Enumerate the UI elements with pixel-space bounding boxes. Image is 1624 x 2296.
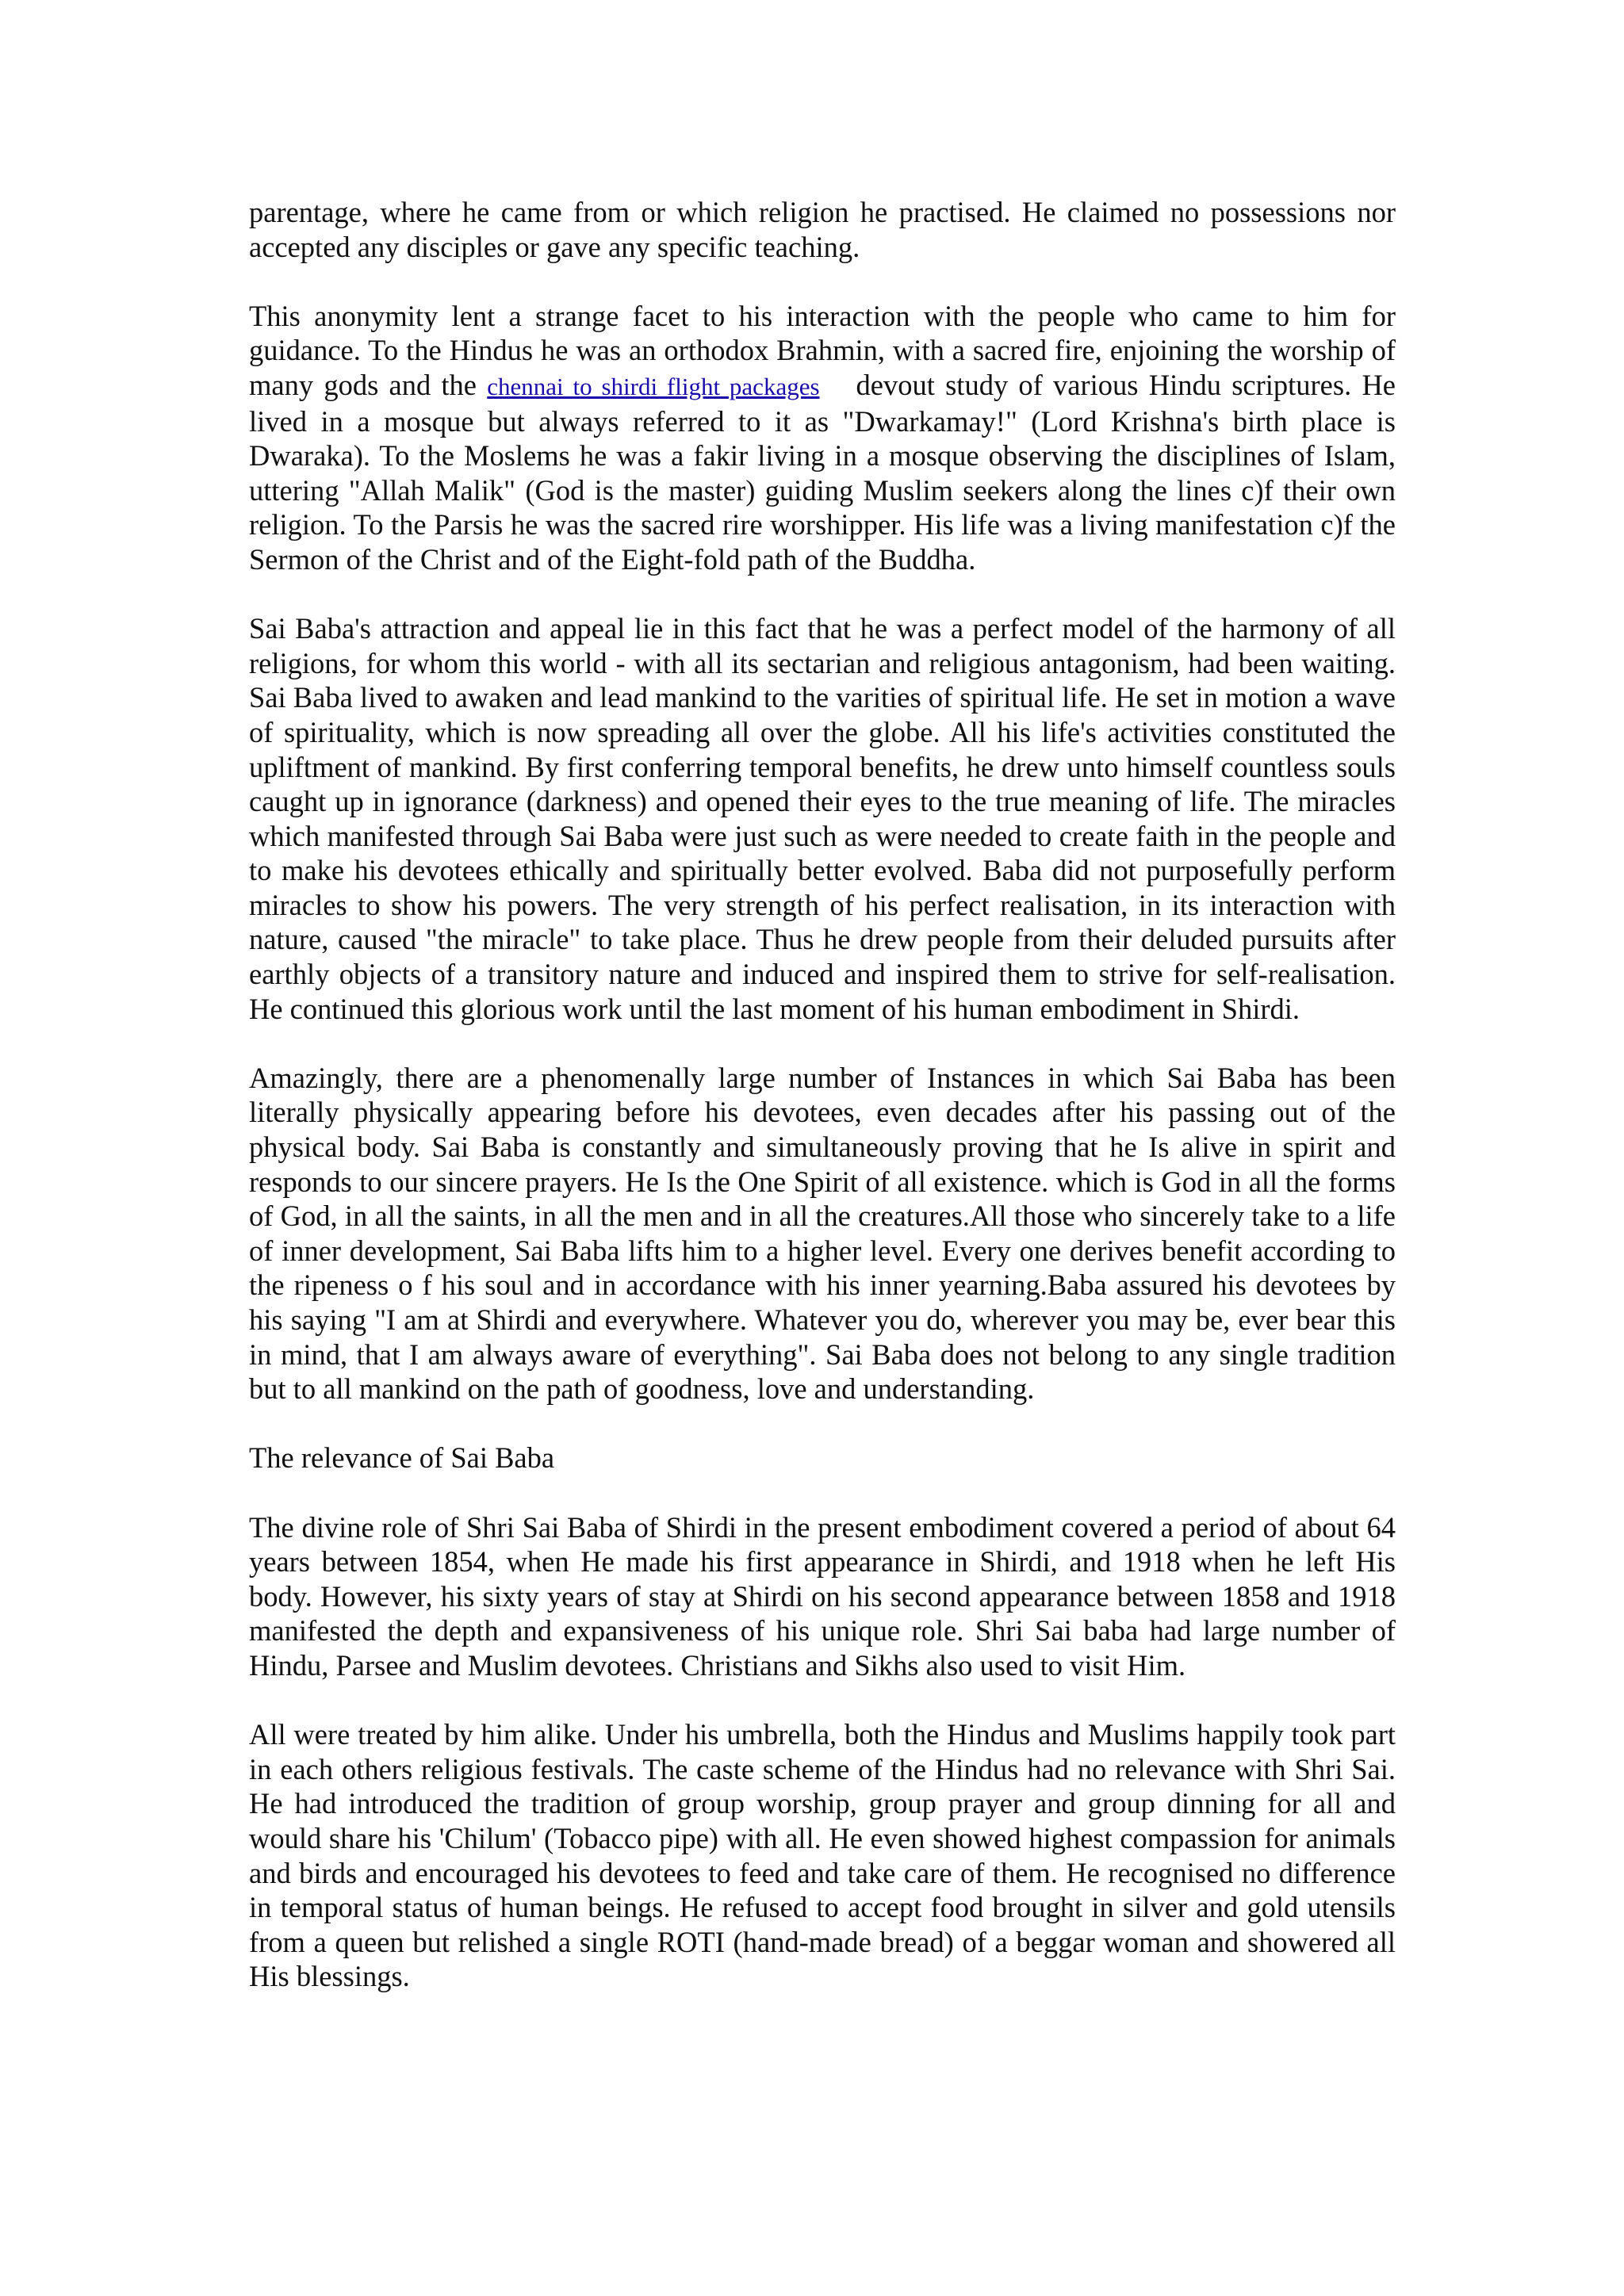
paragraph-divine-role: The divine role of Shri Sai Baba of Shirdi in the present embodiment covered a period of about 64 years between 1854, when He made his first appearance in Shirdi, and 1918 when he left His body. However, his sixty years of stay at Shirdi on his second appearance between 1858 and 1918 manifested the depth and expansiveness of his unique role. Shri Sai baba had large number of Hindu, Parsee and Muslim devotees. Christians and Sikhs also used to visit Him. [249,1510,1396,1682]
paragraph-parentage: parentage, where he came from or which religion he practised. He claimed no possessions nor accepted any disciples or gave any specific teaching. [249,196,1396,263]
paragraph-appearances: Amazingly, there are a phenomenally large number of Instances in which Sai Baba has been literally physically appearing before his devotees, even decades after his passing out of the physical body. Sai Baba is constantly and simultaneously proving that he Is alive in spirit and responds to our sincere prayers. He Is the One Spirit of all existence. which is God in all the forms of God, in all the saints, in all the men and in all the creatures.All those who sincerely take to a life of inner development, Sai Baba lifts him to a higher level. Every one derives benefit according to the ripeness o f his soul and in accordance with his inner yearning.Baba assured his devotees by his saying "I am at Shirdi and everywhere. Whatever you do, wherever you may be, ever bear this in mind, that I am always aware of everything". Sai Baba does not belong to any single tradition but to all mankind on the path of goodness, love and understanding. [249,1061,1396,1406]
paragraph-anonymity [249,299,1396,577]
paragraph-attraction: Sai Baba's attraction and appeal lie in this fact that he was a perfect model of the harmony of all religions, for whom this world - with all its sectarian and religious antagonism, had been waiting. Sai Baba lived to awaken and lead mankind to the varities of spiritual life. He set in motion a wave of spirituality, which is now spreading all over the globe. All his life's activities constituted the upliftment of mankind. By first conferring temporal benefits, he drew unto himself countless souls caught up in ignorance (darkness) and opened their eyes to the true meaning of life. The miracles which manifested through Sai Baba were just such as were needed to create faith in the people and to make his devotees ethically and spiritually better evolved. Baba did not purposefully perform miracles to show his powers. The very strength of his perfect realisation, in its interaction with nature, caused "the miracle" to take place. Thus he drew people from their deluded pursuits after earthly objects of a transitory nature and induced and inspired them to strive for self-realisation. He continued this glorious work until the last moment of his human embodiment in Shirdi. [249,612,1396,1025]
paragraph-anonymity-start: This anonymity lent a strange facet to his interaction with the people who came to him for guidance. To the Hindus he was an orthodox Brahmin, with a sacred fire, enjoining the worship of many gods and the [249,299,1396,401]
paragraph-treatment: All were treated by him alike. Under his umbrella, both the Hindus and Muslims happily took part in each others religious festivals. The caste scheme of the Hindus had no relevance with Shri Sai. He had introduced the tradition of group worship, group prayer and group dinning for all and would share his 'Chilum' (Tobacco pipe) with all. He even showed highest compassion for animals and birds and encouraged his devotees to feed and take care of them. He recognised no difference in temporal status of human beings. He refused to accept food brought in silver and gold utensils from a queen but relished a single ROTI (hand-made bread) of a beggar woman and showered all His blessings. [249,1718,1396,1993]
flight-packages-link[interactable]: chennai to shirdi flight packages [487,372,820,400]
paragraph-anonymity-end: devout study of various Hindu scriptures. He lived in a mosque but always referred to it as "Dwarkamay!" (Lord Krishna's birth place is Dwaraka). To the Moslems he was a fakir living in a mosque observing the disciplines of Islam, uttering "Allah Malik" (God is the master) guiding Muslim seekers along the lines c)f their own religion. To the Parsis he was the sacred rire worshipper. His life was a living manifestation c)f the Sermon of the Christ and of the Eight-fold path of the Buddha. [249,368,1396,576]
section-heading: The relevance of Sai Baba [249,1441,555,1475]
document-page [249,195,1396,2028]
